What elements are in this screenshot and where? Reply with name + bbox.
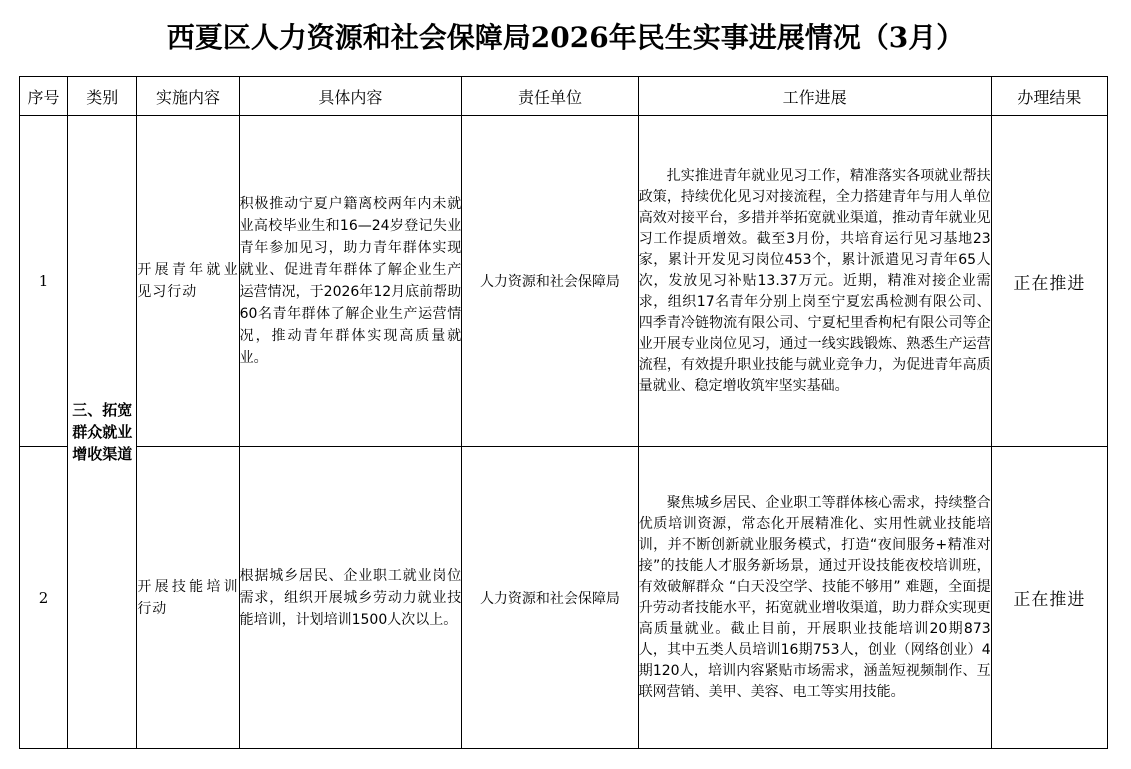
unit-cell: 人力资源和社会保障局 xyxy=(462,116,638,447)
header-result: 办理结果 xyxy=(991,77,1107,116)
progress-table xyxy=(19,76,1108,749)
header-num: 序号 xyxy=(20,77,68,116)
table-row xyxy=(20,447,1108,749)
result-cell: 正在推进 xyxy=(991,116,1107,447)
header-detail: 具体内容 xyxy=(239,77,462,116)
header-category: 类别 xyxy=(68,77,137,116)
header-progress: 工作进展 xyxy=(638,77,991,116)
implementation-cell: 开展技能培训行动 xyxy=(137,447,239,749)
detail-cell: 积极推动宁夏户籍离校两年内未就业高校毕业生和16—24岁登记失业青年参加见习，助力青年群体实现就业、促进青年群体了解企业生产运营情况，于2026年12月底前帮助60名青年群体了解企业生产运营情况，推动青年群体实现高质量就业。 xyxy=(239,116,462,447)
row-number: 1 xyxy=(20,116,68,447)
category-label: 三、拓宽群众就业增收渠道 xyxy=(72,401,133,463)
progress-cell xyxy=(638,116,991,447)
page-title: 西夏区人力资源和社会保障局2026年民生实事进展情况（3月） xyxy=(166,21,965,54)
progress-cell xyxy=(638,447,991,749)
table-row xyxy=(20,116,1108,447)
progress-text: 聚焦城乡居民、企业职工等群体核心需求，持续整合优质培训资源，常态化开展精准化、实用性就业技能培训，并不断创新就业服务模式，打造“夜间服务+精准对接”的技能人才服务新场景，通过开设技能夜校培训班，有效破解群众 “白天没空学、技能不够用” 难题，全面提升劳动者技能水平，拓宽就业增收渠道，助力群众实现更高质量就业。截止目前，开展职业技能培训20期873人，其中五类人员培训16期753人，创业（网络创业）4期120人，培训内容紧贴市场需求，涵盖短视频制作、互联网营销、美甲、美容、电工等实用技能。 xyxy=(638,494,991,700)
table-header-row xyxy=(20,77,1108,116)
header-unit: 责任单位 xyxy=(462,77,638,116)
row-number: 2 xyxy=(20,447,68,749)
implementation-cell: 开展青年就业见习行动 xyxy=(137,116,239,447)
detail-cell: 根据城乡居民、企业职工就业岗位需求，组织开展城乡劳动力就业技能培训，计划培训1500人次以上。 xyxy=(239,447,462,749)
header-implementation: 实施内容 xyxy=(137,77,239,116)
unit-cell: 人力资源和社会保障局 xyxy=(462,447,638,749)
result-cell: 正在推进 xyxy=(991,447,1107,749)
category-cell xyxy=(68,116,137,749)
progress-text: 扎实推进青年就业见习工作，精准落实各项就业帮扶政策，持续优化见习对接流程，全力搭建青年与用人单位高效对接平台，多措并举拓宽就业渠道，推动青年就业见习工作提质增效。截至3月份，共培育运行见习基地23家，累计开发见习岗位453个，累计派遣见习青年65人次，发放见习补贴13.37万元。近期，精准对接企业需求，组织17名青年分别上岗至宁夏宏禹检测有限公司、四季青冷链物流有限公司、宁夏杞里香枸杞有限公司等企业开展专业岗位见习，通过一线实践锻炼、熟悉生产运营流程，有效提升职业技能与就业竞争力，为促进青年高质量就业、稳定增收筑牢坚实基础。 xyxy=(638,167,991,394)
